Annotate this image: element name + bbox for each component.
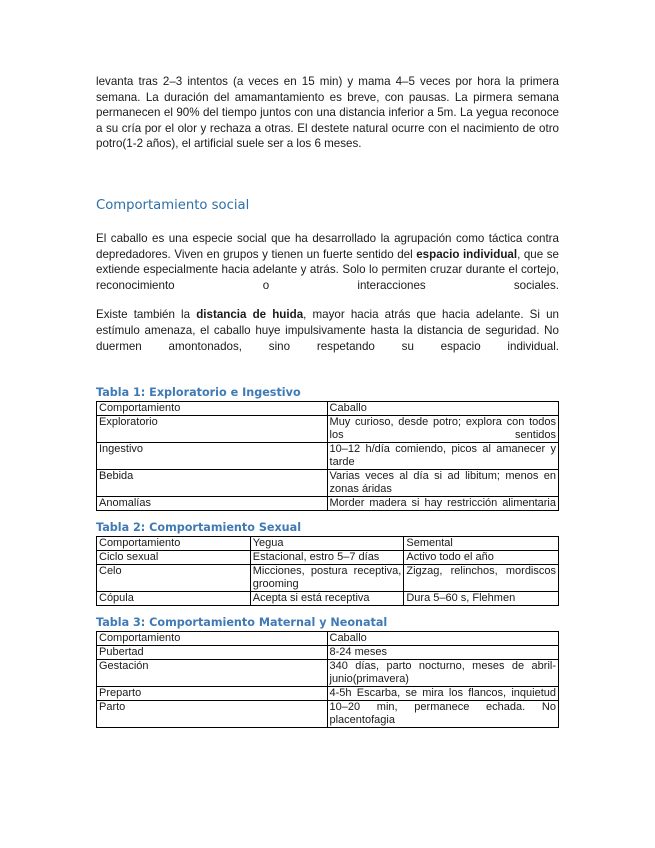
table-cell: 340 días, parto nocturno, meses de abril-junio(primavera) (327, 660, 559, 687)
table-cell: Celo (97, 565, 251, 592)
table-cell: Preparto (97, 687, 328, 701)
table-cell: Activo todo el año (404, 551, 559, 565)
table-row (97, 646, 559, 660)
table-header-cell: Yegua (250, 537, 404, 551)
table-cell: Cópula (97, 592, 251, 606)
table-cell: Muy curioso, desde potro; explora con todos los sentidos (327, 416, 558, 443)
table-cell: Estacional, estro 5–7 días (250, 551, 404, 565)
table3 (96, 631, 559, 728)
bold-term-espacio: espacio individual (416, 247, 518, 261)
table-row (97, 565, 559, 592)
table-cell: Micciones, postura receptiva, grooming (250, 565, 404, 592)
table-cell: 4-5h Escarba, se mira los flancos, inquietud (327, 687, 559, 701)
table-row (97, 443, 559, 470)
table-cell: Ciclo sexual (97, 551, 251, 565)
table-row (97, 416, 559, 443)
table-cell: Dura 5–60 s, Flehmen (404, 592, 559, 606)
table3-caption: Tabla 3: Comportamiento Maternal y Neonatal (96, 616, 388, 630)
table-header-row (97, 402, 559, 416)
table2-caption: Tabla 2: Comportamiento Sexual (96, 521, 302, 535)
table-row (97, 701, 559, 728)
table-cell: 10–20 min, permanece echada. No placentofagia (327, 701, 559, 728)
table-header-row (97, 632, 559, 646)
table-cell: Pubertad (97, 646, 328, 660)
table-header-cell: Caballo (327, 632, 559, 646)
table-cell: Morder madera si hay restricción alimentaria (327, 497, 558, 511)
table-header-cell: Comportamiento (97, 632, 328, 646)
table-header-cell: Semental (404, 537, 559, 551)
table-header-cell: Caballo (327, 402, 558, 416)
table-header-row (97, 537, 559, 551)
table-row (97, 551, 559, 565)
social-paragraph-1: El caballo es una especie social que ha desarrollado la agrupación como táctica contra depredadores. Viven en grupos y tienen un fuerte sentido del espacio individual, que se extiende especialmente hacia adelante y atrás. Solo lo permiten cruzar durante el cortejo, reconocimiento o interacciones sociales. (96, 231, 559, 292)
social-paragraph-2: Existe también la distancia de huida, mayor hacia atrás que hacia adelante. Si un estímulo amenaza, el caballo huye impulsivamente hasta la distancia de seguridad. No duermen amontonados, sino respetando su espacio individual. (96, 308, 559, 353)
table-header-cell: Comportamiento (97, 402, 328, 416)
table-cell: 8-24 meses (327, 646, 559, 660)
table-row (97, 592, 559, 606)
table-row (97, 687, 559, 701)
table2 (96, 536, 559, 606)
table-cell: Zigzag, relinchos, mordiscos (404, 565, 559, 592)
table-cell: 10–12 h/día comiendo, picos al amanecer y tarde (327, 443, 558, 470)
table-header-cell: Comportamiento (97, 537, 251, 551)
table-cell: Exploratorio (97, 416, 328, 443)
table-row (97, 470, 559, 497)
intro-paragraph: levanta tras 2–3 intentos (a veces en 15 min) y mama 4–5 veces por hora la primera semana. La duración del amamantamiento es breve, con pausas. La pirmera semana permanecen el 90% del tiempo juntos con una distancia inferior a 5m. La yegua reconoce a su cría por el olor y rechaza a otras. El destete natural ocurre con el nacimiento de otro potro(1-2 años), el artificial suele ser a los 6 meses. (96, 75, 559, 151)
table1 (96, 401, 559, 511)
bold-term-distancia: distancia de huida (196, 308, 304, 322)
table-row (97, 497, 559, 511)
table-cell: Bebida (97, 470, 328, 497)
table1-caption: Tabla 1: Exploratorio e Ingestivo (96, 386, 301, 400)
table-cell: Varias veces al día si ad libitum; menos en zonas áridas (327, 470, 558, 497)
table-cell: Ingestivo (97, 443, 328, 470)
table-cell: Gestación (97, 660, 328, 687)
table-cell: Parto (97, 701, 328, 728)
section-heading: Comportamiento social (96, 197, 250, 213)
table-cell: Acepta si está receptiva (250, 592, 404, 606)
table-cell: Anomalías (97, 497, 328, 511)
document-page (96, 74, 559, 728)
table-row (97, 660, 559, 687)
